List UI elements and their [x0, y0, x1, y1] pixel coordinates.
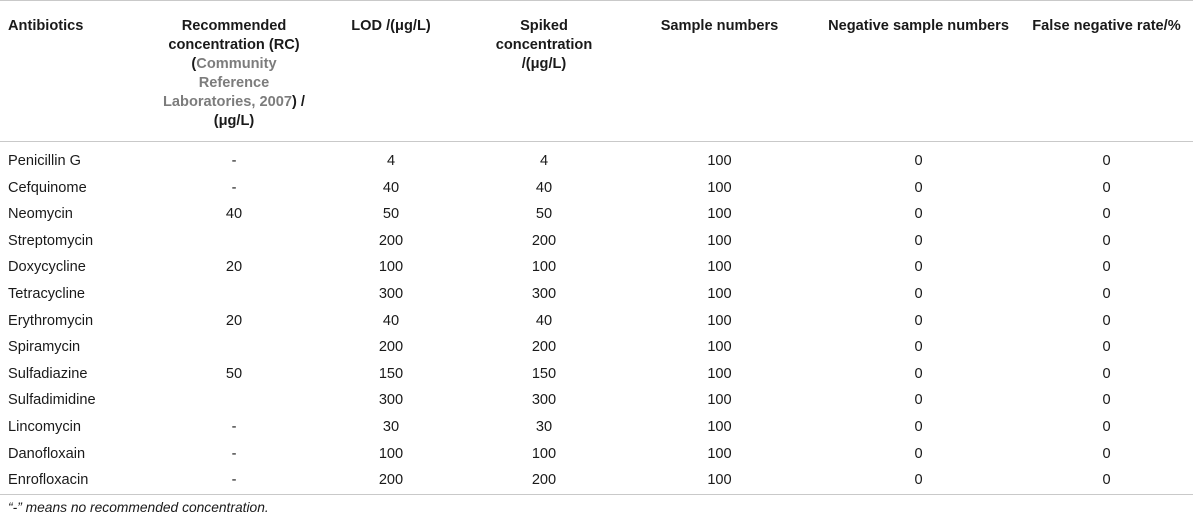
cell-antibiotic: Erythromycin — [8, 312, 94, 329]
cell-antibiotic: Spiramycin — [8, 339, 81, 356]
cell-negative-sample-numbers: 0 — [914, 259, 923, 276]
cell-lod: 200 — [316, 467, 466, 494]
cell-recommended-concentration — [152, 387, 316, 414]
cell-recommended-concentration: 20 — [225, 312, 243, 329]
cell-recommended-concentration: - — [152, 467, 316, 494]
cell-negative-sample-numbers: 0 — [914, 206, 923, 223]
cell-false-negative-rate: 0 — [1102, 285, 1111, 302]
header-antibiotics: Antibiotics — [0, 1, 152, 142]
table-row — [0, 281, 1193, 308]
cell-sample-numbers: 100 — [707, 232, 732, 249]
cell-antibiotic: Neomycin — [8, 206, 73, 223]
cell-lod: 30 — [382, 418, 400, 435]
cell-spiked-concentration: 4 — [539, 153, 549, 169]
cell-recommended-concentration: 40 — [225, 206, 243, 223]
header-lod: LOD /(μg/L) — [316, 1, 466, 142]
cell-antibiotic: Sulfadimidine — [8, 392, 96, 409]
cell-antibiotic: Cefquinome — [8, 179, 87, 196]
cell-lod: 100 — [378, 445, 404, 462]
cell-negative-sample-numbers: 0 — [914, 445, 923, 462]
table-row — [0, 441, 1193, 468]
cell-spiked-concentration: 300 — [531, 285, 557, 302]
cell-spiked-concentration: 200 — [531, 232, 557, 249]
header-negative-sample-numbers: Negative sample numbers — [817, 1, 1020, 142]
header-recommended-concentration — [152, 1, 316, 142]
cell-lod: 40 — [382, 179, 400, 196]
header-false-negative-rate: False negative rate/% — [1020, 1, 1193, 142]
cell-negative-sample-numbers: 0 — [914, 392, 923, 409]
cell-recommended-concentration: 50 — [225, 365, 243, 382]
cell-spiked-concentration: 150 — [531, 365, 557, 382]
cell-spiked-concentration: 40 — [535, 179, 553, 196]
header-spiked-concentration: Spiked concentration /(μg/L) — [466, 1, 622, 142]
cell-recommended-concentration — [152, 334, 316, 361]
cell-antibiotic: Enrofloxacin — [0, 467, 152, 494]
cell-recommended-concentration — [152, 281, 316, 308]
cell-spiked-concentration: 50 — [535, 206, 553, 223]
cell-false-negative-rate: 0 — [1102, 259, 1111, 276]
cell-sample-numbers: 100 — [707, 285, 732, 302]
cell-antibiotic: Danofloxain — [8, 445, 86, 462]
cell-sample-numbers: 100 — [707, 259, 732, 276]
cell-spiked-concentration: 300 — [531, 392, 557, 409]
cell-negative-sample-numbers: 0 — [914, 285, 923, 302]
cell-negative-sample-numbers: 0 — [817, 467, 1020, 494]
cell-false-negative-rate: 0 — [1102, 179, 1111, 196]
table-row — [0, 254, 1193, 281]
cell-sample-numbers: 100 — [707, 445, 732, 462]
cell-false-negative-rate: 0 — [1102, 206, 1111, 223]
cell-false-negative-rate: 0 — [1102, 365, 1111, 382]
cell-sample-numbers: 100 — [707, 312, 732, 329]
cell-antibiotic: Doxycycline — [8, 259, 86, 276]
cell-recommended-concentration: - — [231, 418, 237, 435]
table-row — [0, 142, 1193, 175]
cell-spiked-concentration: 30 — [535, 418, 553, 435]
cell-sample-numbers: 100 — [707, 339, 732, 356]
cell-lod: 150 — [378, 365, 404, 382]
table-row — [0, 334, 1193, 361]
cell-false-negative-rate: 0 — [1102, 312, 1111, 329]
table-row — [0, 361, 1193, 388]
cell-negative-sample-numbers: 0 — [914, 365, 923, 382]
table-row — [0, 201, 1193, 228]
table-header — [0, 1, 1193, 142]
cell-antibiotic: Penicillin G — [8, 153, 81, 169]
cell-spiked-concentration: 200 — [531, 339, 557, 356]
cell-negative-sample-numbers: 0 — [914, 232, 923, 249]
table-body — [0, 142, 1193, 495]
header-rc-paren-close: ) / — [292, 94, 305, 110]
cell-spiked-concentration: 100 — [531, 259, 557, 276]
cell-sample-numbers: 100 — [622, 467, 817, 494]
table-row — [0, 308, 1193, 335]
cell-sample-numbers: 100 — [707, 206, 732, 223]
cell-sample-numbers: 100 — [707, 392, 732, 409]
cell-false-negative-rate: 0 — [1020, 467, 1193, 494]
cell-recommended-concentration — [152, 228, 316, 255]
table-row — [0, 228, 1193, 255]
table-row — [0, 175, 1193, 202]
cell-false-negative-rate: 0 — [1102, 153, 1111, 169]
cell-false-negative-rate: 0 — [1102, 418, 1111, 435]
header-rc-unit: (μg/L) — [213, 113, 255, 129]
header-row — [0, 1, 1193, 142]
table-footnote: “-” means no recommended concentration. — [8, 500, 269, 515]
cell-sample-numbers: 100 — [707, 179, 732, 196]
cell-lod: 300 — [378, 392, 404, 409]
cell-sample-numbers: 100 — [707, 418, 732, 435]
cell-recommended-concentration: 20 — [225, 259, 243, 276]
cell-negative-sample-numbers: 0 — [914, 339, 923, 356]
table-row — [0, 387, 1193, 414]
cell-lod: 4 — [386, 153, 396, 169]
cell-negative-sample-numbers: 0 — [914, 179, 923, 196]
cell-negative-sample-numbers: 0 — [914, 153, 923, 169]
cell-antibiotic: Streptomycin — [8, 232, 94, 249]
cell-false-negative-rate: 0 — [1102, 392, 1111, 409]
table-row — [0, 414, 1193, 441]
cell-sample-numbers: 100 — [707, 365, 732, 382]
cell-recommended-concentration: - — [231, 153, 237, 169]
cell-sample-numbers: 100 — [707, 153, 732, 169]
cell-spiked-concentration: 40 — [535, 312, 553, 329]
cell-false-negative-rate: 0 — [1102, 232, 1111, 249]
cell-negative-sample-numbers: 0 — [914, 418, 923, 435]
cell-lod: 200 — [378, 232, 404, 249]
reference-link[interactable]: Community Reference Laboratories, 2007 — [163, 56, 292, 110]
cell-antibiotic: Sulfadiazine — [8, 365, 88, 382]
cell-false-negative-rate: 0 — [1102, 445, 1111, 462]
header-rc-paren-open: ( — [191, 56, 197, 72]
cell-antibiotic: Lincomycin — [8, 418, 81, 435]
cell-spiked-concentration: 100 — [531, 445, 557, 462]
cell-lod: 300 — [378, 285, 404, 302]
cell-lod: 50 — [382, 206, 400, 223]
cell-spiked-concentration: 200 — [466, 467, 622, 494]
cell-false-negative-rate: 0 — [1102, 339, 1111, 356]
table-row — [0, 467, 1193, 494]
cell-antibiotic: Tetracycline — [8, 285, 86, 302]
cell-recommended-concentration: - — [231, 445, 237, 462]
cell-lod: 100 — [378, 259, 404, 276]
cell-recommended-concentration: - — [231, 179, 237, 196]
cell-lod: 200 — [378, 339, 404, 356]
cell-negative-sample-numbers: 0 — [914, 312, 923, 329]
header-rc-label: Recommended concentration (RC) — [168, 18, 300, 53]
cell-lod: 40 — [382, 312, 400, 329]
header-sample-numbers: Sample numbers — [622, 1, 817, 142]
